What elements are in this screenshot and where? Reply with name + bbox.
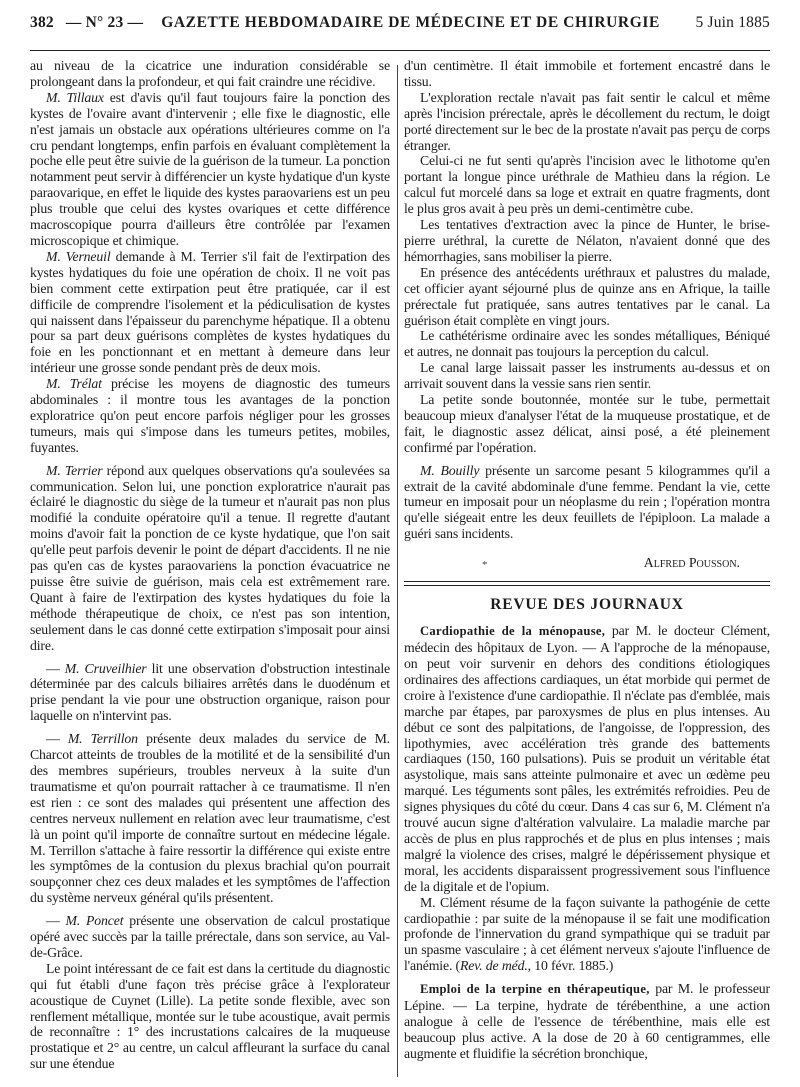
- journal-title: GAZETTE HEBDOMADAIRE DE MÉDECINE ET DE CHIRURGIE: [161, 14, 660, 31]
- speaker-name: M. Poncet: [65, 913, 124, 929]
- paragraph: au niveau de la cicatrice une induration considérable se prolongeant dans la profondeur, et qui fait craindre une récidive.: [30, 58, 390, 89]
- article-text: M. Clément résume de la façon suivante la pathogénie de cette cardiopathie : par suite de la ménopause il se fait une modification profonde de l'innervation du grand sympathique qui se traduit par un spasme vasculaire ; à cet élément nerveux s'ajoute l'influence de l'anémie. (: [404, 894, 770, 974]
- paragraph: [404, 895, 770, 975]
- paragraph: Le point intéressant de ce fait est dans la certitude du diagnostic qui fut établi d'une façon très précise grâce à l'explorateur acoustique de Cuynet (Lille). La petite sonde flexible, avec son renflement métallique, montée sur le tube acoustique, avait permis de reconnaître : 1° des incrustations calcaires de la muqueuse prostatique et 2° au centre, un calcul affleurant la surface du canal sur une étendue: [30, 960, 390, 1072]
- author-signature: [404, 555, 740, 571]
- reference-title: Rev. de méd.: [460, 958, 528, 974]
- dash-prefix: —: [46, 913, 66, 929]
- paragraph-text: présente une observation de calcul prostatique opéré avec succès par la taille prérectale, dans son service, au Val-de-Grâce.: [30, 913, 390, 960]
- signature-name: Alfred Pousson.: [643, 555, 740, 571]
- speaker-name: M. Cruveilhier: [64, 660, 147, 676]
- paragraph: En présence des antécédents uréthraux et palustres du malade, cet officier ayant séjourné plus de quinze ans en Afrique, la taille prérectale fut pratiquée, sans autres tentatives par le canal. La guérison était complète en vingt jours.: [404, 264, 770, 328]
- paragraph-poncet: [30, 913, 390, 961]
- paragraph-text: demande à M. Terrier s'il fait de l'extirpation des kystes hydatiques du foie une opération de choix. Il ne voit pas bien comment cette extirpation peut être pratiquée, car il est difficile de comprendre l'isolement et la pédiculisation de kystes qui naissent dans l'épaisseur du parenchyme hépatique. Il a obtenu pour sa part deux guérisons complètes de kystes hydatiques du foie en les ponctionnant et en mettant à demeure dans leur intérieur une grosse sonde pendant près de deux mois.: [30, 248, 390, 376]
- dash-prefix: —: [46, 731, 68, 747]
- paragraph-text: présente un sarcome pesant 5 kilogrammes qu'il a extrait de la cavité abdominale d'une femme. Pendant la vie, cette tumeur en imposait pour un néoplasme du rein ; l'opération montra qu'elle siégeait entre les deux feuillets de l'épiploon. La malade a guéri sans incidents.: [404, 462, 770, 542]
- paragraph-verneuil: [30, 249, 390, 376]
- paragraph-text: présente deux malades du service de M. Charcot atteints de troubles de la motilité et de la sensibilité d'un des membres supérieurs, troubles nerveux à la suite d'un traumatisme et qu'on pourrait rattacher à ce traumatisme. Il n'en est rien : ce sont des malades qui présentent une affection des centres nerveux nullement en relation avec leur traumatisme, c'est là un point qu'il importe de connaître surtout en médecine légale. M. Terrillon s'attache à faire ressortir la différence qui existe entre les symptômes de la contusion du plexus brachial qu'on pourrait soupçonner chez ces deux malades et les symptômes de l'affection du système nerveux général qu'ils présentent.: [30, 731, 390, 906]
- paragraph: La petite sonde boutonnée, montée sur le tube, permettait beaucoup mieux d'analyser l'état de la muqueuse prostatique, et de fait, le diagnostic assez délicat, ainsi posé, a été pleinement confirmé par l'opération.: [404, 392, 770, 455]
- paragraph: L'exploration rectale n'avait pas fait sentir le calcul et même après l'incision prérectale, après le décollement du rectum, le doigt porté directement sur le bec de la prostate n'avait pas perçu de corps étranger.: [404, 89, 770, 153]
- left-column: [30, 58, 390, 1078]
- reference-tail: , 10 févr. 1885.): [527, 958, 614, 974]
- paragraph: Les tentatives d'extraction avec la pince de Hunter, le brise-pierre uréthral, la curette de Nélaton, n'avaient donné que des hémorrhagies, sans mobiliser la pierre.: [404, 217, 770, 264]
- paragraph: Le cathétérisme ordinaire avec les sondes métalliques, Béniqué et autres, ne donnait pas toujours la perception du calcul.: [404, 328, 770, 360]
- speaker-name: M. Bouilly: [420, 462, 480, 478]
- ornament-mark: *: [482, 559, 488, 572]
- article-text: par M. le professeur Lépine. — La terpine, hydrate de térébenthine, a une action analogue à celle de l'essence de térébenthine, mais elle est beaucoup plus active. A la dose de 20 à 60 centigrammes, elle augmente et fluidifie la sécrétion bronchique,: [404, 981, 770, 1061]
- paragraph-text: est d'avis qu'il faut toujours faire la ponction des kystes de l'ovaire avant d'intervenir ; elle fixe le diagnostic, elle n'est jamais un obstacle aux opérations ultérieures comme on l'a cru pendant longtemps, enfin parfois en évaluant complètement la poche elle peut être suivie de la guérison de la tumeur. La ponction notamment peut servir à différencier un kyste hydatique d'un kyste paraovarique, en effet le liquide des kystes paraovariens est un peu plus trouble que celui des kystes ovariques et cette différence macroscopique pourra d'ailleurs être contrôlée par l'examen microscopique et chimique.: [30, 89, 390, 248]
- article-text: par M. le docteur Clément, médecin des hôpitaux de Lyon. — A l'approche de la ménopause, on peut voir survenir en dehors des conditions étiologiques ordinaires des affections cardiaques, un état morbide qui permet de croire à l'existence d'une cardiopathie. Il n'éclate pas d'emblée, mais marche par étapes, par paroxysmes de plus en plus intenses. Au début ce sont des palpitations, de l'angoisse, de l'oppression, des lipothymies, avec accélération très grande des battements cardiaques (150, 160 pulsations). Puis se produit un véritable état asystolique, mais sans atteinte pulmonaire et avec un œdème peu marqué. Les téguments sont pâles, les extrémités refroidies. Peu de signes physiques du côté du cœur. Dans 4 cas sur 6, M. Clément n'a trouvé aucun signe d'altération valvulaire. La maladie marche par accès de plus en plus rapprochés et de plus en plus intenses ; mais malgré la violence des crises, malgré le dépérissement physique et moral, les accidents disparaissent progressivement sous l'influence de la digitale et de l'opium.: [404, 623, 770, 894]
- paragraph-terrillon: [30, 731, 390, 906]
- speaker-name: M. Terrier: [46, 462, 103, 478]
- paragraph-text: répond aux quelques observations qu'a soulevées sa communication. Selon lui, une ponction exploratrice n'aurait pas éclairé le diagnostic du siège de la tumeur et n'aurait pas non plus modifié la conduite opératoire qu'il a tenue. Il regrette d'autant moins d'avoir fait la ponction de ce kyste hydatique, que l'on sait qu'elle peut parfois devenir le point de départ d'accidents. Il ne nie pas qu'en cas de kystes paraovariens la ponction évacuatrice ne puisse être suivie de guérison, mais cela est extrêmement rare. Quant à faire de l'extirpation des kystes hydatiques du foie la méthode thérapeutique de choix, ce n'est pas son intention, seulement dans le cas donné cette extirpation s'imposait pour ainsi dire.: [30, 462, 390, 653]
- right-column: [404, 58, 770, 1078]
- paragraph-text: précise les moyens de diagnostic des tumeurs abdominales : il montre tous les avantages de la ponction exploratrice qu'on peut encore parfois négliger pour les grosses tumeurs, mais qui s'impose dans les tumeurs petites, mobiles, fuyantes.: [30, 376, 390, 455]
- section-rule: [404, 581, 770, 582]
- article-title: Cardiopathie de la ménopause,: [420, 624, 606, 639]
- speaker-name: M. Tillaux: [46, 89, 104, 105]
- section-title: REVUE DES JOURNAUX: [490, 596, 684, 614]
- article-cardiopathie: [404, 623, 770, 894]
- speaker-name: M. Terrillon: [67, 731, 138, 747]
- paragraph-cruveilhier: [30, 661, 390, 725]
- speaker-name: M. Verneuil: [46, 248, 111, 264]
- dash-prefix: —: [46, 660, 65, 676]
- paragraph-tillaux: [30, 90, 390, 249]
- paragraph-bouilly: [404, 463, 770, 543]
- issue-number: — N° 23 —: [65, 14, 144, 31]
- paragraph-trelat: [30, 376, 390, 456]
- article-title: Emploi de la terpine en thérapeutique,: [420, 982, 650, 997]
- paragraph-text: lit une observation d'obstruction intestinale déterminée par des calculs biliaires arrêtés dans le duodénum et prise pendant la vie pour une obstruction organique, raison pour laquelle on n'intervint pas.: [30, 660, 390, 724]
- paragraph-terrier: [30, 463, 390, 654]
- paragraph: d'un centimètre. Il était immobile et fortement encastré dans le tissu.: [404, 58, 770, 89]
- running-head: [30, 14, 770, 38]
- paragraph: Celui-ci ne fut senti qu'après l'incision avec le lithotome qu'en portant la longue pince uréthrale de Mathieu dans la région. Le calcul fut morcelé dans sa loge et extrait en quatre fragments, dont le plus gros avait à peu près un demi-centimètre cube.: [404, 153, 770, 217]
- article-terpine: [404, 981, 770, 1062]
- issue-date: 5 Juin 1885: [695, 14, 770, 31]
- column-divider: [397, 65, 398, 1077]
- header-rule: [30, 50, 770, 51]
- speaker-name: M. Trélat: [46, 376, 102, 392]
- section-rule: [404, 585, 770, 586]
- paragraph: Le canal large laissait passer les instruments au-dessus et on arrivait souvent dans la vessie sans rien sentir.: [404, 360, 770, 392]
- page-number: 382: [30, 14, 54, 31]
